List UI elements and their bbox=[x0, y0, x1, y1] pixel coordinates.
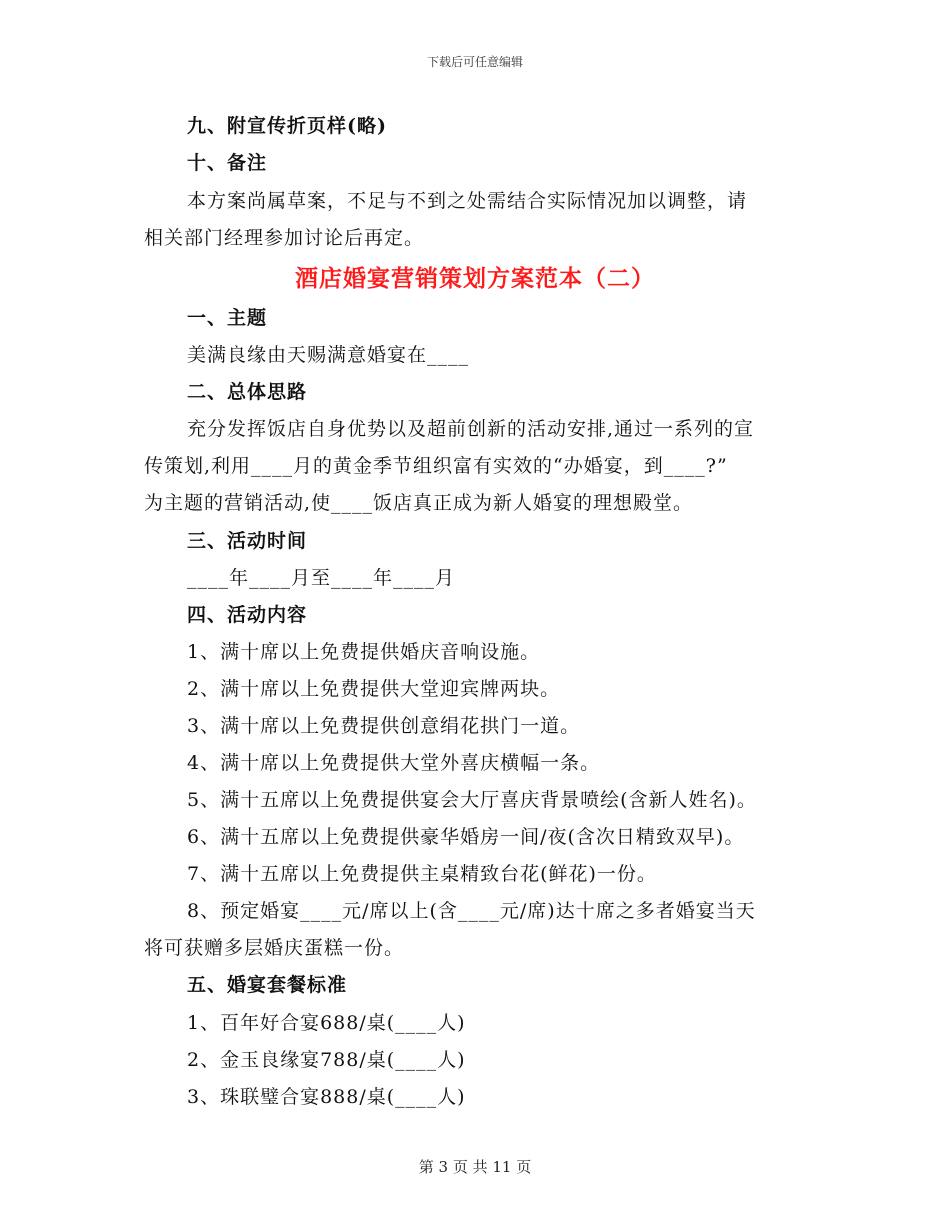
activity-item: 7、满十五席以上免费提供主桌精致台花(鲜花)一份。 bbox=[187, 863, 657, 885]
header-note: 下载后可任意编辑 bbox=[426, 55, 523, 69]
activity-item: 5、满十五席以上免费提供宴会大厅喜庆背景喷绘(含新人姓名)。 bbox=[187, 789, 757, 811]
overall-idea-line-2: 传策划,利用____月的黄金季节组织富有实效的“办婚宴，到____?” bbox=[144, 455, 728, 477]
page-footer: 第 3 页 共 11 页 bbox=[418, 1158, 532, 1176]
activity-item-continuation: 将可获赠多层婚庆蛋糕一份。 bbox=[144, 937, 405, 959]
remark-paragraph-line-2: 相关部门经理参加讨论后再定。 bbox=[144, 227, 425, 249]
activity-item: 4、满十席以上免费提供大堂外喜庆横幅一条。 bbox=[187, 752, 601, 774]
activity-item: 6、满十五席以上免费提供豪华婚房一间/夜(含次日精致双早)。 bbox=[187, 826, 745, 848]
heading-activity-time: 三、活动时间 bbox=[187, 530, 308, 552]
overall-idea-line-1: 充分发挥饭店自身优势以及超前创新的活动安排,通过一系列的宣 bbox=[187, 418, 755, 440]
overall-idea-line-3: 为主题的营销活动,使____饭店真正成为新人婚宴的理想殿堂。 bbox=[144, 492, 694, 514]
heading-section-10: 十、备注 bbox=[187, 152, 268, 174]
heading-theme: 一、主题 bbox=[187, 307, 268, 329]
package-item: 3、珠联璧合宴888/桌(____人) bbox=[187, 1086, 466, 1108]
document-title: 酒店婚宴营销策划方案范本（二） bbox=[295, 265, 655, 292]
heading-overall-idea: 二、总体思路 bbox=[187, 381, 308, 403]
package-item: 1、百年好合宴688/桌(____人) bbox=[187, 1012, 466, 1034]
activity-item: 3、满十席以上免费提供创意绢花拱门一道。 bbox=[187, 715, 581, 737]
theme-text: 美满良缘由天赐满意婚宴在____ bbox=[187, 344, 470, 366]
activity-item: 8、预定婚宴____元/席以上(含____元/席)达十席之多者婚宴当天 bbox=[187, 900, 756, 922]
activity-item: 1、满十席以上免费提供婚庆音响设施。 bbox=[187, 641, 541, 663]
activity-item: 2、满十席以上免费提供大堂迎宾牌两块。 bbox=[187, 678, 561, 700]
activity-time-text: ____年____月至____年____月 bbox=[187, 567, 456, 589]
remark-paragraph-line-1: 本方案尚属草案，不足与不到之处需结合实际情况加以调整，请 bbox=[187, 190, 748, 212]
heading-activity-content: 四、活动内容 bbox=[187, 604, 308, 626]
heading-wedding-packages: 五、婚宴套餐标准 bbox=[187, 974, 348, 996]
package-item: 2、金玉良缘宴788/桌(____人) bbox=[187, 1049, 466, 1071]
heading-section-9: 九、附宣传折页样(略) bbox=[187, 115, 387, 137]
